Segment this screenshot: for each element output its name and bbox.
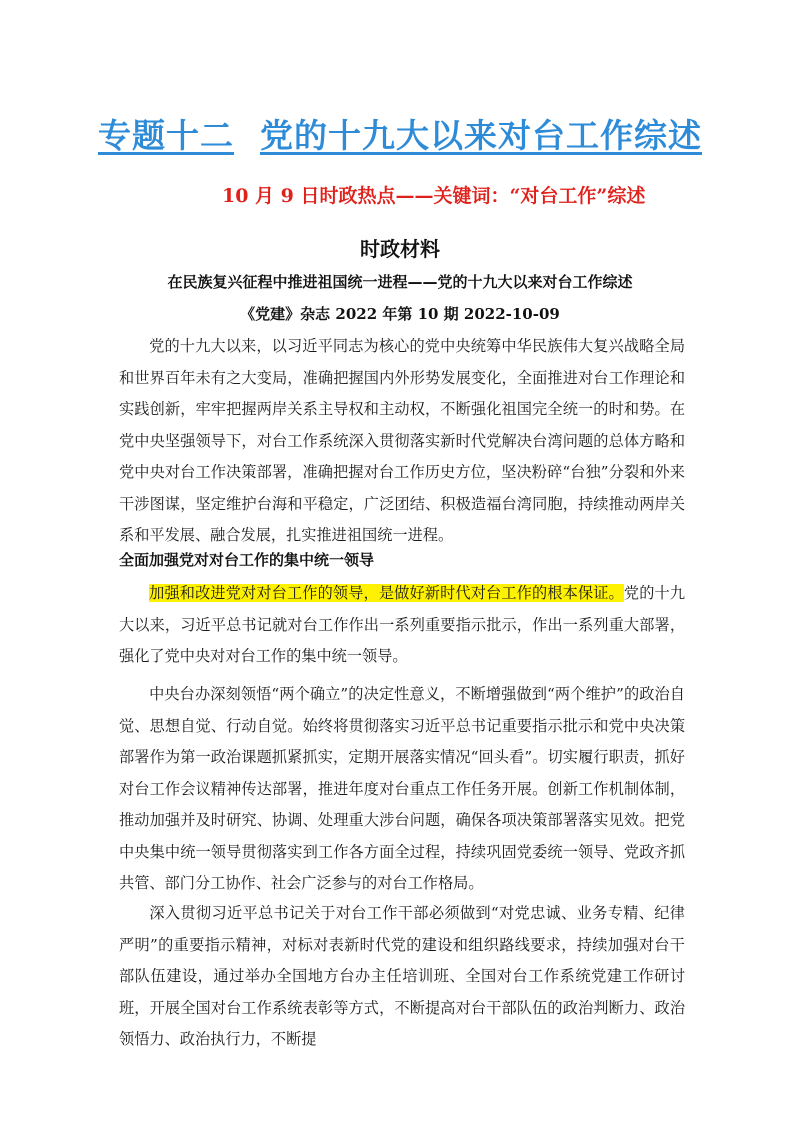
main-title: [0, 110, 800, 157]
paragraph-taiwan-office-text: 中央台办深刻领悟“两个确立”的决定性意义，不断增强做到“两个维护”的政治自觉、思想自觉、行动自觉。始终将贯彻落实习近平总书记重要指示批示和党中央决策部署作为第一政治课题抓紧抓实，定期开展落实情况“回头看”。切实履行职责，抓好对台工作会议精神传达部署，推进年度对台重点工作任务开展。创新工作机制体制，推动加强并及时研究、协调、处理重大涉台问题，确保各项决策部署落实见效。把党中央集中统一领导贯彻落实到工作各方面全过程，持续巩固党委统一领导、党政齐抓共管、部门分工协作、社会广泛参与的对台工作格局。: [119, 685, 685, 892]
paragraph-intro-text: 党的十九大以来，以习近平同志为核心的党中央统筹中华民族伟大复兴战略全局和世界百年未有之大变局，准确把握国内外形势发展变化，全面推进对台工作理论和实践创新，牢牢把握两岸关系主导权和主动权，不断强化祖国完全统一的时和势。在党中央坚强领导下，对台工作系统深入贯彻落实新时代党解决台湾问题的总体方略和党中央对台工作决策部署，准确把握对台工作历史方位，坚决粉碎“台独”分裂和外来干涉图谋，坚定维护台海和平稳定，广泛团结、积极造福台湾同胞，持续推动两岸关系和平发展、融合发展，扎实推进祖国统一进程。: [119, 337, 685, 544]
paragraph-cadre: [119, 898, 685, 1056]
paragraph-taiwan-office: [119, 679, 685, 900]
paragraph-leadership: [119, 578, 685, 673]
paragraph-cadre-text: 深入贯彻习近平总书记关于对台工作干部必须做到“对党忠诚、业务专精、纪律严明”的重要指示精神，对标对表新时代党的建设和组织路线要求，持续加强对台干部队伍建设，通过举办全国地方台办主任培训班、全国对台工作系统党建工作研讨班，开展全国对台工作系统表彰等方式，不断提高对台干部队伍的政治判断力、政治领悟力、政治执行力，不断提: [119, 904, 685, 1048]
main-title-part1: 专题十二: [98, 116, 234, 155]
main-title-part2: 党的十九大以来对台工作综述: [260, 116, 702, 155]
hot-topic-title: 10 月 9 日时政热点——关键词：“对台工作”综述: [222, 185, 646, 207]
article-title: 在民族复兴征程中推进祖国统一进程——党的十九大以来对台工作综述: [167, 273, 633, 291]
highlighted-sentence: 加强和改进党对对台工作的领导，是做好新时代对台工作的根本保证。: [149, 584, 624, 602]
section-label: 时政材料: [360, 237, 440, 261]
article-source: 《党建》杂志 2022 年第 10 期 2022-10-09: [240, 305, 560, 323]
paragraph-leadership-rest: 党的十九大以来，习近平总书记就对台工作作出一系列重要指示批示，作出一系列重大部署，强化了党中央对对台工作的集中统一领导。: [119, 584, 686, 665]
paragraph-intro: [119, 331, 685, 552]
subheading-leadership: 全面加强党对对台工作的集中统一领导: [119, 551, 375, 569]
